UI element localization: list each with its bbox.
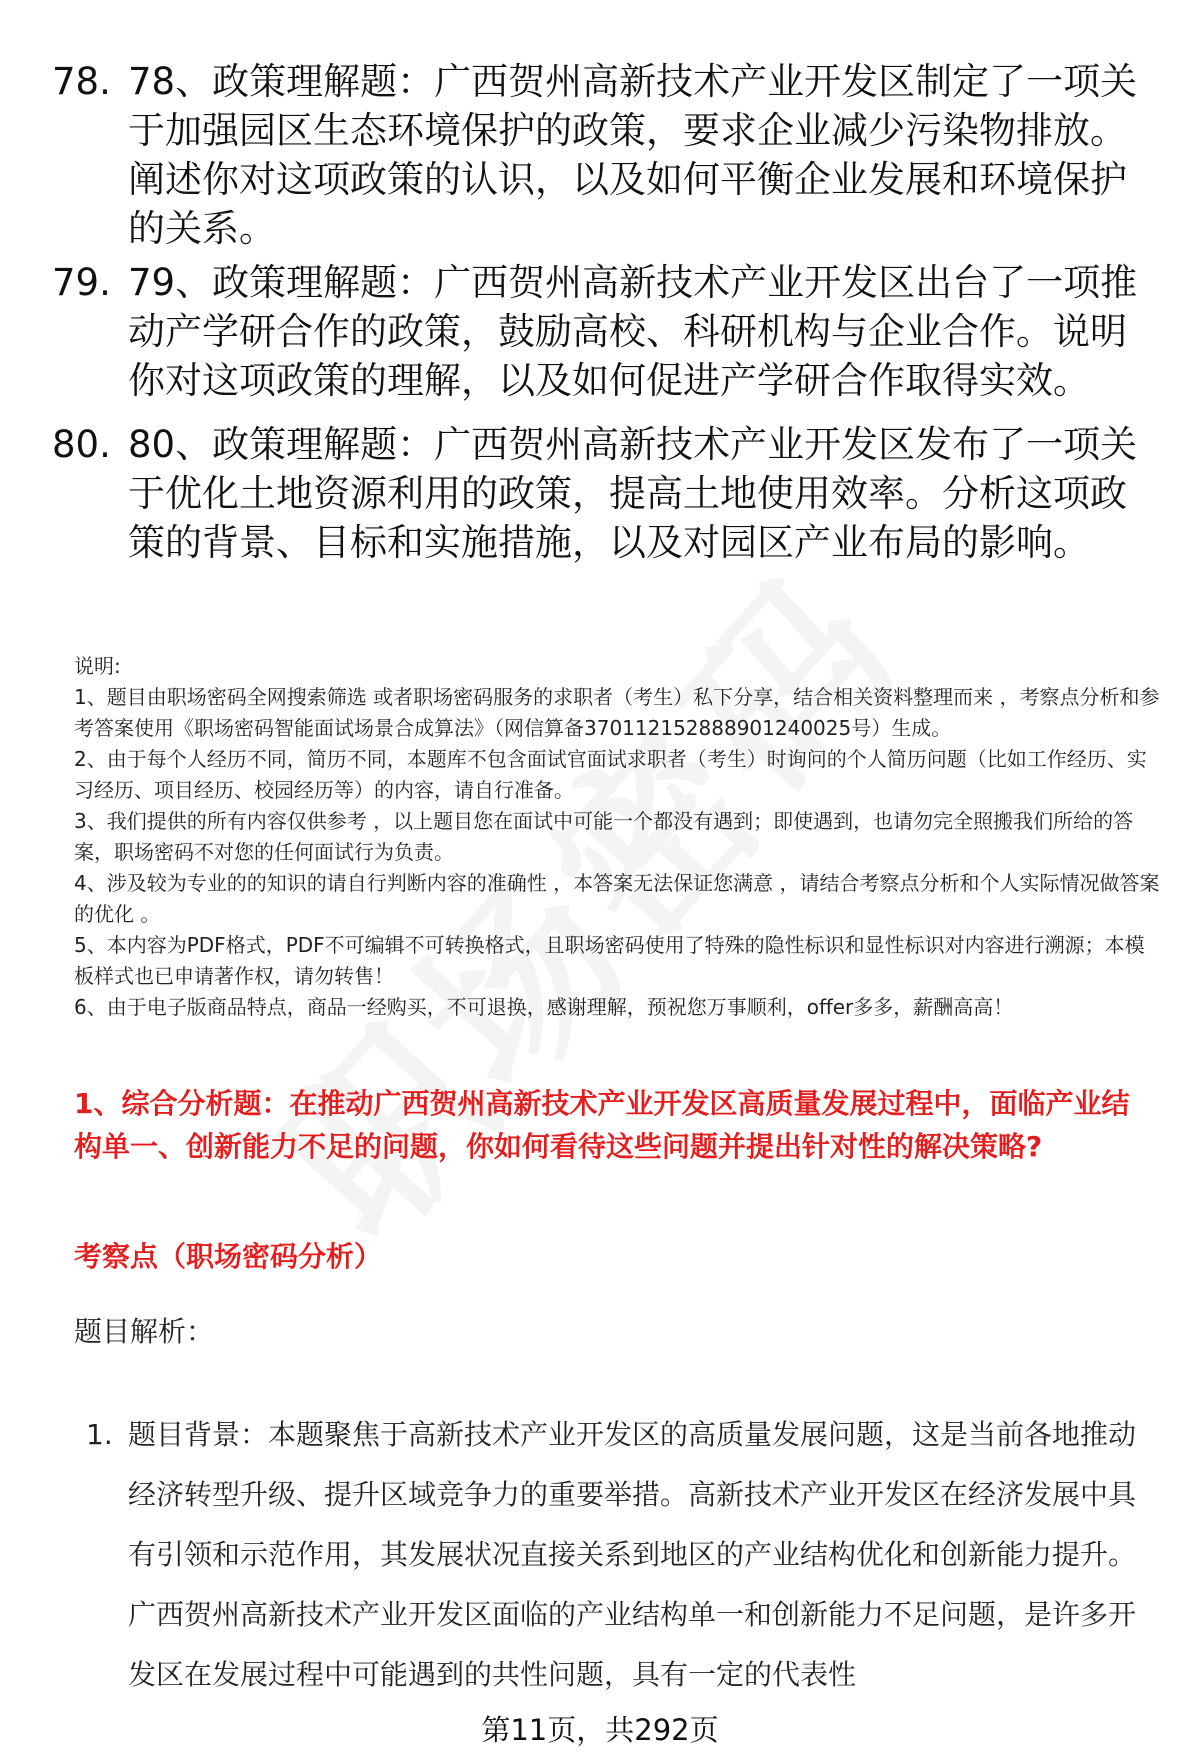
question-number: 80. xyxy=(52,423,111,466)
section-question-title: 1、综合分析题：在推动广西贺州高新技术产业开发区高质量发展过程中，面临产业结构单一、创新能力不足的问题，你如何看待这些问题并提出针对性的解决策略? xyxy=(74,1087,1130,1163)
notes-item: 1、题目由职场密码全网搜索筛选 或者职场密码服务的求职者（考生）私下分享，结合相关资料整理而来 ，考察点分析和参考答案使用《职场密码智能面试场景合成算法》（网信算备370112152888901240025号）生成。 xyxy=(74,685,1160,740)
list-number: 1. xyxy=(86,1418,113,1451)
question-number: 79. xyxy=(52,261,111,304)
analysis-label: 题目解析： xyxy=(74,1315,215,1348)
question-text: 79、政策理解题：广西贺州高新技术产业开发区出台了一项推动产学研合作的政策，鼓励高校、科研机构与企业合作。说明你对这项政策的理解，以及如何促进产学研合作取得实效。 xyxy=(128,261,1138,402)
notes-section xyxy=(74,651,1164,1023)
notes-item: 6、由于电子版商品特点，商品一经购买，不可退换，感谢理解，预祝您万事顺利，offer多多，薪酬高高！ xyxy=(74,995,1014,1019)
exam-point-title: 考察点（职场密码分析） xyxy=(74,1240,383,1273)
list-text: 题目背景：本题聚焦于高新技术产业开发区的高质量发展问题，这是当前各地推动经济转型升级、提升区域竞争力的重要举措。高新技术产业开发区在经济发展中具有引领和示范作用，其发展状况直接关系到地区的产业结构优化和创新能力提升。广西贺州高新技术产业开发区面临的产业结构单一和创新能力不足问题，是许多开发区在发展过程中可能遇到的共性问题，具有一定的代表性 xyxy=(128,1418,1137,1691)
question-item-79 xyxy=(52,258,1162,405)
question-item-80 xyxy=(52,420,1162,567)
question-text: 80、政策理解题：广西贺州高新技术产业开发区发布了一项关于优化土地资源利用的政策，提高土地使用效率。分析这项政策的背景、目标和实施措施，以及对园区产业布局的影响。 xyxy=(128,423,1138,564)
notes-item: 5、本内容为PDF格式，PDF不可编辑不可转换格式，且职场密码使用了特殊的隐性标识和显性标识对内容进行溯源；本模板样式也已申请著作权，请勿转售！ xyxy=(74,933,1145,988)
notes-item: 2、由于每个人经历不同，简历不同，本题库不包含面试官面试求职者（考生）时询问的个人简历问题（比如工作经历、实习经历、项目经历、校园经历等）的内容，请自行准备。 xyxy=(74,747,1147,802)
notes-item: 4、涉及较为专业的的知识的请自行判断内容的准确性 ，本答案无法保证您满意 ，请结合考察点分析和个人实际情况做答案的优化 。 xyxy=(74,871,1160,926)
question-number: 78. xyxy=(52,60,111,103)
notes-heading: 说明: xyxy=(74,654,121,678)
analysis-list-item xyxy=(86,1405,1146,1705)
question-item-78 xyxy=(52,57,1162,253)
notes-item: 3、我们提供的所有内容仅供参考 ，以上题目您在面试中可能一个都没有遇到；即使遇到，也请勿完全照搬我们所给的答案，职场密码不对您的任何面试行为负责。 xyxy=(74,809,1134,864)
page-footer: 第11页，共292页 xyxy=(0,1710,1200,1750)
question-text: 78、政策理解题：广西贺州高新技术产业开发区制定了一项关于加强园区生态环境保护的政策，要求企业减少污染物排放。阐述你对这项政策的认识，以及如何平衡企业发展和环境保护的关系。 xyxy=(128,60,1138,250)
